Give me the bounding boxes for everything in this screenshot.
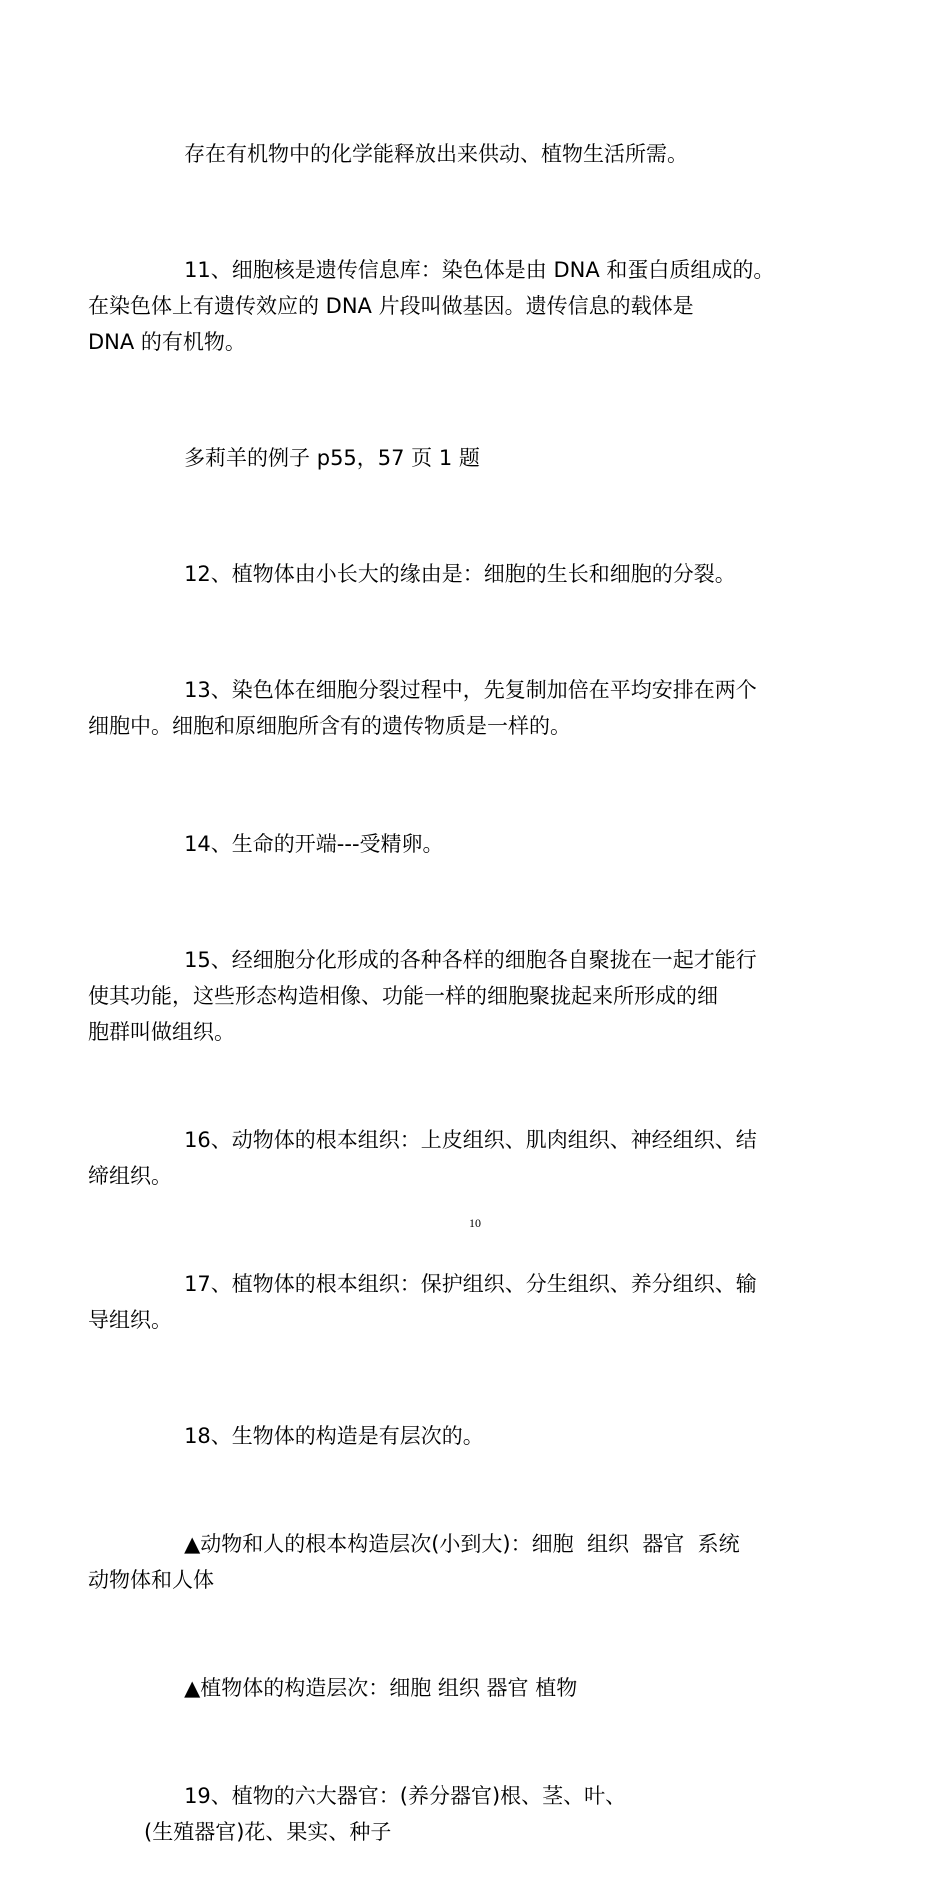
paragraph-17: [88, 1230, 814, 1374]
page-body: [88, 100, 814, 1886]
text-line: DNA 的有机物。: [88, 330, 246, 354]
text-line: 17、植物体的根本组织：保护组织、分生组织、养分组织、输: [184, 1272, 757, 1296]
paragraph-plant-hierarchy: [144, 1634, 814, 1742]
paragraph-14: [144, 790, 814, 898]
paragraph-continuation: [144, 100, 814, 208]
text-line: ▲动物和人的根本构造层次(小到大)：细胞 组织 器官 系统: [184, 1532, 740, 1556]
text-line: 15、经细胞分化形成的各种各样的细胞各自聚拢在一起才能行: [184, 948, 757, 972]
text-line: 在染色体上有遗传效应的 DNA 片段叫做基因。遗传信息的载体是: [88, 294, 694, 318]
text-line: ▲植物体的构造层次：细胞 组织 器官 植物: [184, 1676, 578, 1700]
text-line: 导组织。: [88, 1308, 172, 1332]
paragraph-11: [88, 216, 814, 396]
text-line: 19、植物的六大器官：(养分器官)根、茎、叶、: [184, 1784, 627, 1808]
page-number: 10: [469, 1216, 481, 1230]
paragraph-18: [144, 1382, 814, 1490]
paragraph-13: [88, 636, 814, 780]
text-line: (生殖器官)花、果实、种子: [144, 1820, 392, 1844]
text-line: 存在有机物中的化学能释放出来供动、植物生活所需。: [184, 142, 689, 166]
text-line: 使其功能，这些形态构造相像、功能一样的细胞聚拢起来所形成的细: [88, 984, 718, 1008]
text-line: 胞群叫做组织。: [88, 1020, 235, 1044]
paragraph-16: [88, 1086, 814, 1230]
paragraph-19: [144, 1742, 814, 1886]
text-line: 多莉羊的例子 p55，57 页 1 题: [184, 446, 480, 470]
text-line: 14、生命的开端---受精卵。: [184, 832, 444, 856]
paragraph-12: [144, 520, 814, 628]
text-line: 12、植物体由小长大的缘由是：细胞的生长和细胞的分裂。: [184, 562, 736, 586]
text-line: 16、动物体的根本组织：上皮组织、肌肉组织、神经组织、结: [184, 1128, 757, 1152]
paragraph-animal-hierarchy: [88, 1490, 814, 1634]
text-line: 细胞中。细胞和原细胞所含有的遗传物质是一样的。: [88, 714, 571, 738]
paragraph-15: [88, 906, 814, 1086]
text-line: 11、细胞核是遗传信息库：染色体是由 DNA 和蛋白质组成的。: [184, 258, 775, 282]
text-line: 18、生物体的构造是有层次的。: [184, 1424, 484, 1448]
text-line: 缔组织。: [88, 1164, 172, 1188]
text-line: 动物体和人体: [88, 1568, 214, 1592]
paragraph-dolly: [144, 404, 814, 512]
text-line: 13、染色体在细胞分裂过程中，先复制加倍在平均安排在两个: [184, 678, 757, 702]
